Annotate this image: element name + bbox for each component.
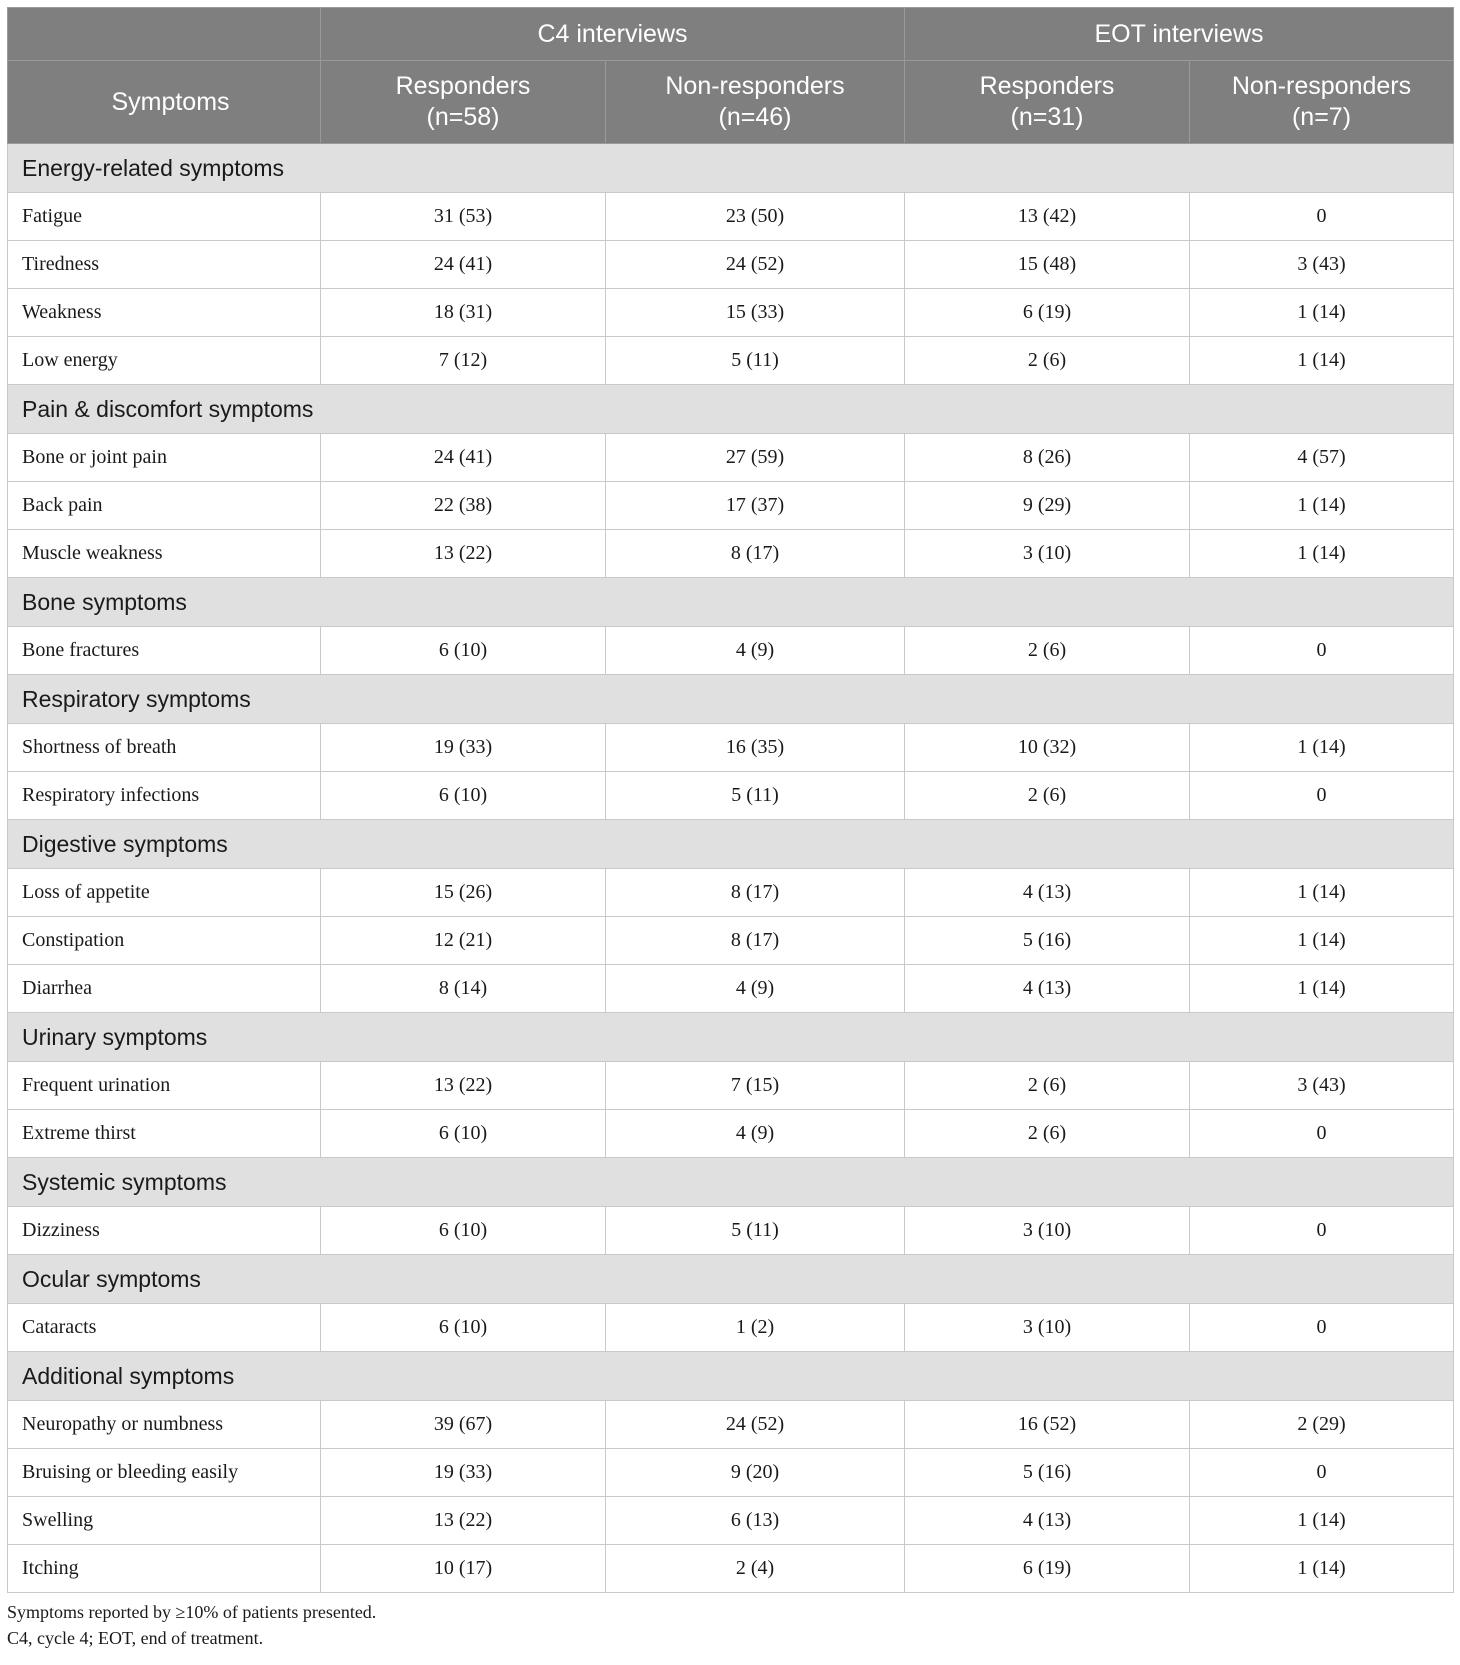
symptom-name-cell: Tiredness (8, 241, 321, 289)
table-row (8, 289, 1454, 337)
eot-responders-cell: 2 (6) (905, 337, 1190, 385)
group-heading: Pain & discomfort symptoms (8, 385, 1454, 434)
symptom-name-cell: Diarrhea (8, 965, 321, 1013)
eot-nonresponders-cell: 1 (14) (1190, 482, 1454, 530)
table-row (8, 965, 1454, 1013)
group-heading: Additional symptoms (8, 1352, 1454, 1401)
table-footnotes (7, 1599, 1453, 1651)
eot-responders-cell: 4 (13) (905, 965, 1190, 1013)
header-c4-nonresponders-n: (n=46) (718, 103, 792, 131)
table-row (8, 772, 1454, 820)
symptom-name-cell: Extreme thirst (8, 1110, 321, 1158)
table-row (8, 1449, 1454, 1497)
symptom-name-cell: Low energy (8, 337, 321, 385)
header-eot-responders-n: (n=31) (1010, 103, 1084, 131)
group-row (8, 1352, 1454, 1401)
c4-responders-cell: 22 (38) (321, 482, 606, 530)
group-row (8, 675, 1454, 724)
header-eot-nonresponders-label: Non-responders (1231, 72, 1412, 100)
c4-nonresponders-cell: 5 (11) (606, 337, 905, 385)
header-c4-responders (321, 61, 606, 144)
eot-nonresponders-cell: 0 (1190, 193, 1454, 241)
group-heading: Bone symptoms (8, 578, 1454, 627)
group-row (8, 578, 1454, 627)
symptom-name-cell: Back pain (8, 482, 321, 530)
table-row (8, 530, 1454, 578)
c4-nonresponders-cell: 6 (13) (606, 1497, 905, 1545)
c4-nonresponders-cell: 8 (17) (606, 530, 905, 578)
table-row (8, 1401, 1454, 1449)
eot-nonresponders-cell: 1 (14) (1190, 1545, 1454, 1593)
c4-responders-cell: 12 (21) (321, 917, 606, 965)
group-heading: Ocular symptoms (8, 1255, 1454, 1304)
header-c4-responders-label: Responders (395, 72, 531, 100)
group-heading: Urinary symptoms (8, 1013, 1454, 1062)
c4-responders-cell: 7 (12) (321, 337, 606, 385)
eot-responders-cell: 4 (13) (905, 869, 1190, 917)
eot-responders-cell: 6 (19) (905, 289, 1190, 337)
eot-nonresponders-cell: 3 (43) (1190, 241, 1454, 289)
c4-responders-cell: 19 (33) (321, 724, 606, 772)
c4-responders-cell: 6 (10) (321, 772, 606, 820)
c4-responders-cell: 24 (41) (321, 241, 606, 289)
eot-responders-cell: 3 (10) (905, 1304, 1190, 1352)
eot-responders-cell: 2 (6) (905, 1062, 1190, 1110)
symptom-name-cell: Dizziness (8, 1207, 321, 1255)
table-row (8, 1304, 1454, 1352)
eot-nonresponders-cell: 0 (1190, 1449, 1454, 1497)
c4-responders-cell: 31 (53) (321, 193, 606, 241)
table-header (8, 8, 1454, 144)
c4-responders-cell: 19 (33) (321, 1449, 606, 1497)
symptom-name-cell: Bone fractures (8, 627, 321, 675)
c4-nonresponders-cell: 8 (17) (606, 869, 905, 917)
header-c4-interviews: C4 interviews (321, 8, 905, 61)
symptom-name-cell: Frequent urination (8, 1062, 321, 1110)
c4-nonresponders-cell: 8 (17) (606, 917, 905, 965)
c4-nonresponders-cell: 27 (59) (606, 434, 905, 482)
c4-responders-cell: 18 (31) (321, 289, 606, 337)
eot-nonresponders-cell: 1 (14) (1190, 530, 1454, 578)
header-symptoms: Symptoms (8, 61, 321, 144)
header-c4-responders-n: (n=58) (426, 103, 500, 131)
eot-nonresponders-cell: 1 (14) (1190, 917, 1454, 965)
c4-nonresponders-cell: 4 (9) (606, 1110, 905, 1158)
c4-responders-cell: 39 (67) (321, 1401, 606, 1449)
table-row (8, 337, 1454, 385)
symptom-name-cell: Weakness (8, 289, 321, 337)
c4-nonresponders-cell: 24 (52) (606, 241, 905, 289)
table-row (8, 1207, 1454, 1255)
c4-responders-cell: 10 (17) (321, 1545, 606, 1593)
symptom-table-container (7, 7, 1453, 1651)
c4-responders-cell: 13 (22) (321, 1062, 606, 1110)
header-eot-interviews: EOT interviews (905, 8, 1454, 61)
eot-nonresponders-cell: 0 (1190, 1207, 1454, 1255)
c4-responders-cell: 6 (10) (321, 1207, 606, 1255)
eot-responders-cell: 9 (29) (905, 482, 1190, 530)
c4-responders-cell: 6 (10) (321, 627, 606, 675)
table-row (8, 627, 1454, 675)
group-row (8, 144, 1454, 193)
eot-responders-cell: 4 (13) (905, 1497, 1190, 1545)
group-heading: Respiratory symptoms (8, 675, 1454, 724)
group-row (8, 820, 1454, 869)
table-row (8, 482, 1454, 530)
symptom-name-cell: Fatigue (8, 193, 321, 241)
eot-responders-cell: 3 (10) (905, 1207, 1190, 1255)
header-eot-nonresponders-n: (n=7) (1291, 103, 1352, 131)
symptom-name-cell: Swelling (8, 1497, 321, 1545)
eot-responders-cell: 6 (19) (905, 1545, 1190, 1593)
eot-responders-cell: 3 (10) (905, 530, 1190, 578)
c4-nonresponders-cell: 5 (11) (606, 772, 905, 820)
c4-responders-cell: 8 (14) (321, 965, 606, 1013)
group-row (8, 1013, 1454, 1062)
c4-responders-cell: 13 (22) (321, 1497, 606, 1545)
symptom-name-cell: Respiratory infections (8, 772, 321, 820)
c4-nonresponders-cell: 4 (9) (606, 627, 905, 675)
eot-responders-cell: 10 (32) (905, 724, 1190, 772)
c4-nonresponders-cell: 23 (50) (606, 193, 905, 241)
symptom-name-cell: Loss of appetite (8, 869, 321, 917)
header-blank-cell (8, 8, 321, 61)
c4-nonresponders-cell: 15 (33) (606, 289, 905, 337)
eot-responders-cell: 8 (26) (905, 434, 1190, 482)
group-row (8, 1158, 1454, 1207)
eot-responders-cell: 2 (6) (905, 1110, 1190, 1158)
symptom-name-cell: Neuropathy or numbness (8, 1401, 321, 1449)
eot-nonresponders-cell: 1 (14) (1190, 965, 1454, 1013)
group-row (8, 1255, 1454, 1304)
table-row (8, 434, 1454, 482)
c4-responders-cell: 13 (22) (321, 530, 606, 578)
header-eot-nonresponders (1190, 61, 1454, 144)
table-row (8, 724, 1454, 772)
eot-nonresponders-cell: 1 (14) (1190, 724, 1454, 772)
c4-responders-cell: 6 (10) (321, 1304, 606, 1352)
eot-responders-cell: 16 (52) (905, 1401, 1190, 1449)
header-eot-responders-label: Responders (979, 72, 1115, 100)
symptom-table (7, 7, 1454, 1593)
symptom-name-cell: Bone or joint pain (8, 434, 321, 482)
eot-nonresponders-cell: 3 (43) (1190, 1062, 1454, 1110)
c4-nonresponders-cell: 7 (15) (606, 1062, 905, 1110)
symptom-name-cell: Constipation (8, 917, 321, 965)
group-heading: Digestive symptoms (8, 820, 1454, 869)
c4-nonresponders-cell: 2 (4) (606, 1545, 905, 1593)
group-row (8, 385, 1454, 434)
header-eot-responders (905, 61, 1190, 144)
eot-nonresponders-cell: 0 (1190, 1110, 1454, 1158)
eot-responders-cell: 2 (6) (905, 627, 1190, 675)
c4-nonresponders-cell: 5 (11) (606, 1207, 905, 1255)
eot-responders-cell: 13 (42) (905, 193, 1190, 241)
symptom-name-cell: Itching (8, 1545, 321, 1593)
table-row (8, 1110, 1454, 1158)
eot-nonresponders-cell: 1 (14) (1190, 869, 1454, 917)
table-row (8, 1497, 1454, 1545)
eot-responders-cell: 5 (16) (905, 917, 1190, 965)
c4-nonresponders-cell: 16 (35) (606, 724, 905, 772)
eot-responders-cell: 5 (16) (905, 1449, 1190, 1497)
group-heading: Systemic symptoms (8, 1158, 1454, 1207)
c4-nonresponders-cell: 1 (2) (606, 1304, 905, 1352)
c4-responders-cell: 24 (41) (321, 434, 606, 482)
footnote-abbreviations: C4, cycle 4; EOT, end of treatment. (7, 1628, 264, 1648)
header-c4-nonresponders-label: Non-responders (665, 72, 845, 100)
table-row (8, 241, 1454, 289)
table-row (8, 1062, 1454, 1110)
table-row (8, 1545, 1454, 1593)
c4-responders-cell: 15 (26) (321, 869, 606, 917)
group-heading: Energy-related symptoms (8, 144, 1454, 193)
c4-nonresponders-cell: 4 (9) (606, 965, 905, 1013)
header-c4-nonresponders (606, 61, 905, 144)
symptom-name-cell: Bruising or bleeding easily (8, 1449, 321, 1497)
c4-responders-cell: 6 (10) (321, 1110, 606, 1158)
eot-responders-cell: 15 (48) (905, 241, 1190, 289)
c4-nonresponders-cell: 24 (52) (606, 1401, 905, 1449)
eot-nonresponders-cell: 1 (14) (1190, 337, 1454, 385)
header-row-2 (8, 61, 1454, 144)
c4-nonresponders-cell: 9 (20) (606, 1449, 905, 1497)
eot-nonresponders-cell: 0 (1190, 1304, 1454, 1352)
c4-nonresponders-cell: 17 (37) (606, 482, 905, 530)
table-body (8, 144, 1454, 1593)
table-row (8, 193, 1454, 241)
table-row (8, 869, 1454, 917)
eot-responders-cell: 2 (6) (905, 772, 1190, 820)
eot-nonresponders-cell: 2 (29) (1190, 1401, 1454, 1449)
symptom-name-cell: Muscle weakness (8, 530, 321, 578)
eot-nonresponders-cell: 1 (14) (1190, 1497, 1454, 1545)
footnote-threshold: Symptoms reported by ≥10% of patients presented. (7, 1602, 377, 1622)
symptom-name-cell: Shortness of breath (8, 724, 321, 772)
header-row-1 (8, 8, 1454, 61)
eot-nonresponders-cell: 0 (1190, 772, 1454, 820)
eot-nonresponders-cell: 4 (57) (1190, 434, 1454, 482)
symptom-name-cell: Cataracts (8, 1304, 321, 1352)
table-row (8, 917, 1454, 965)
eot-nonresponders-cell: 1 (14) (1190, 289, 1454, 337)
eot-nonresponders-cell: 0 (1190, 627, 1454, 675)
